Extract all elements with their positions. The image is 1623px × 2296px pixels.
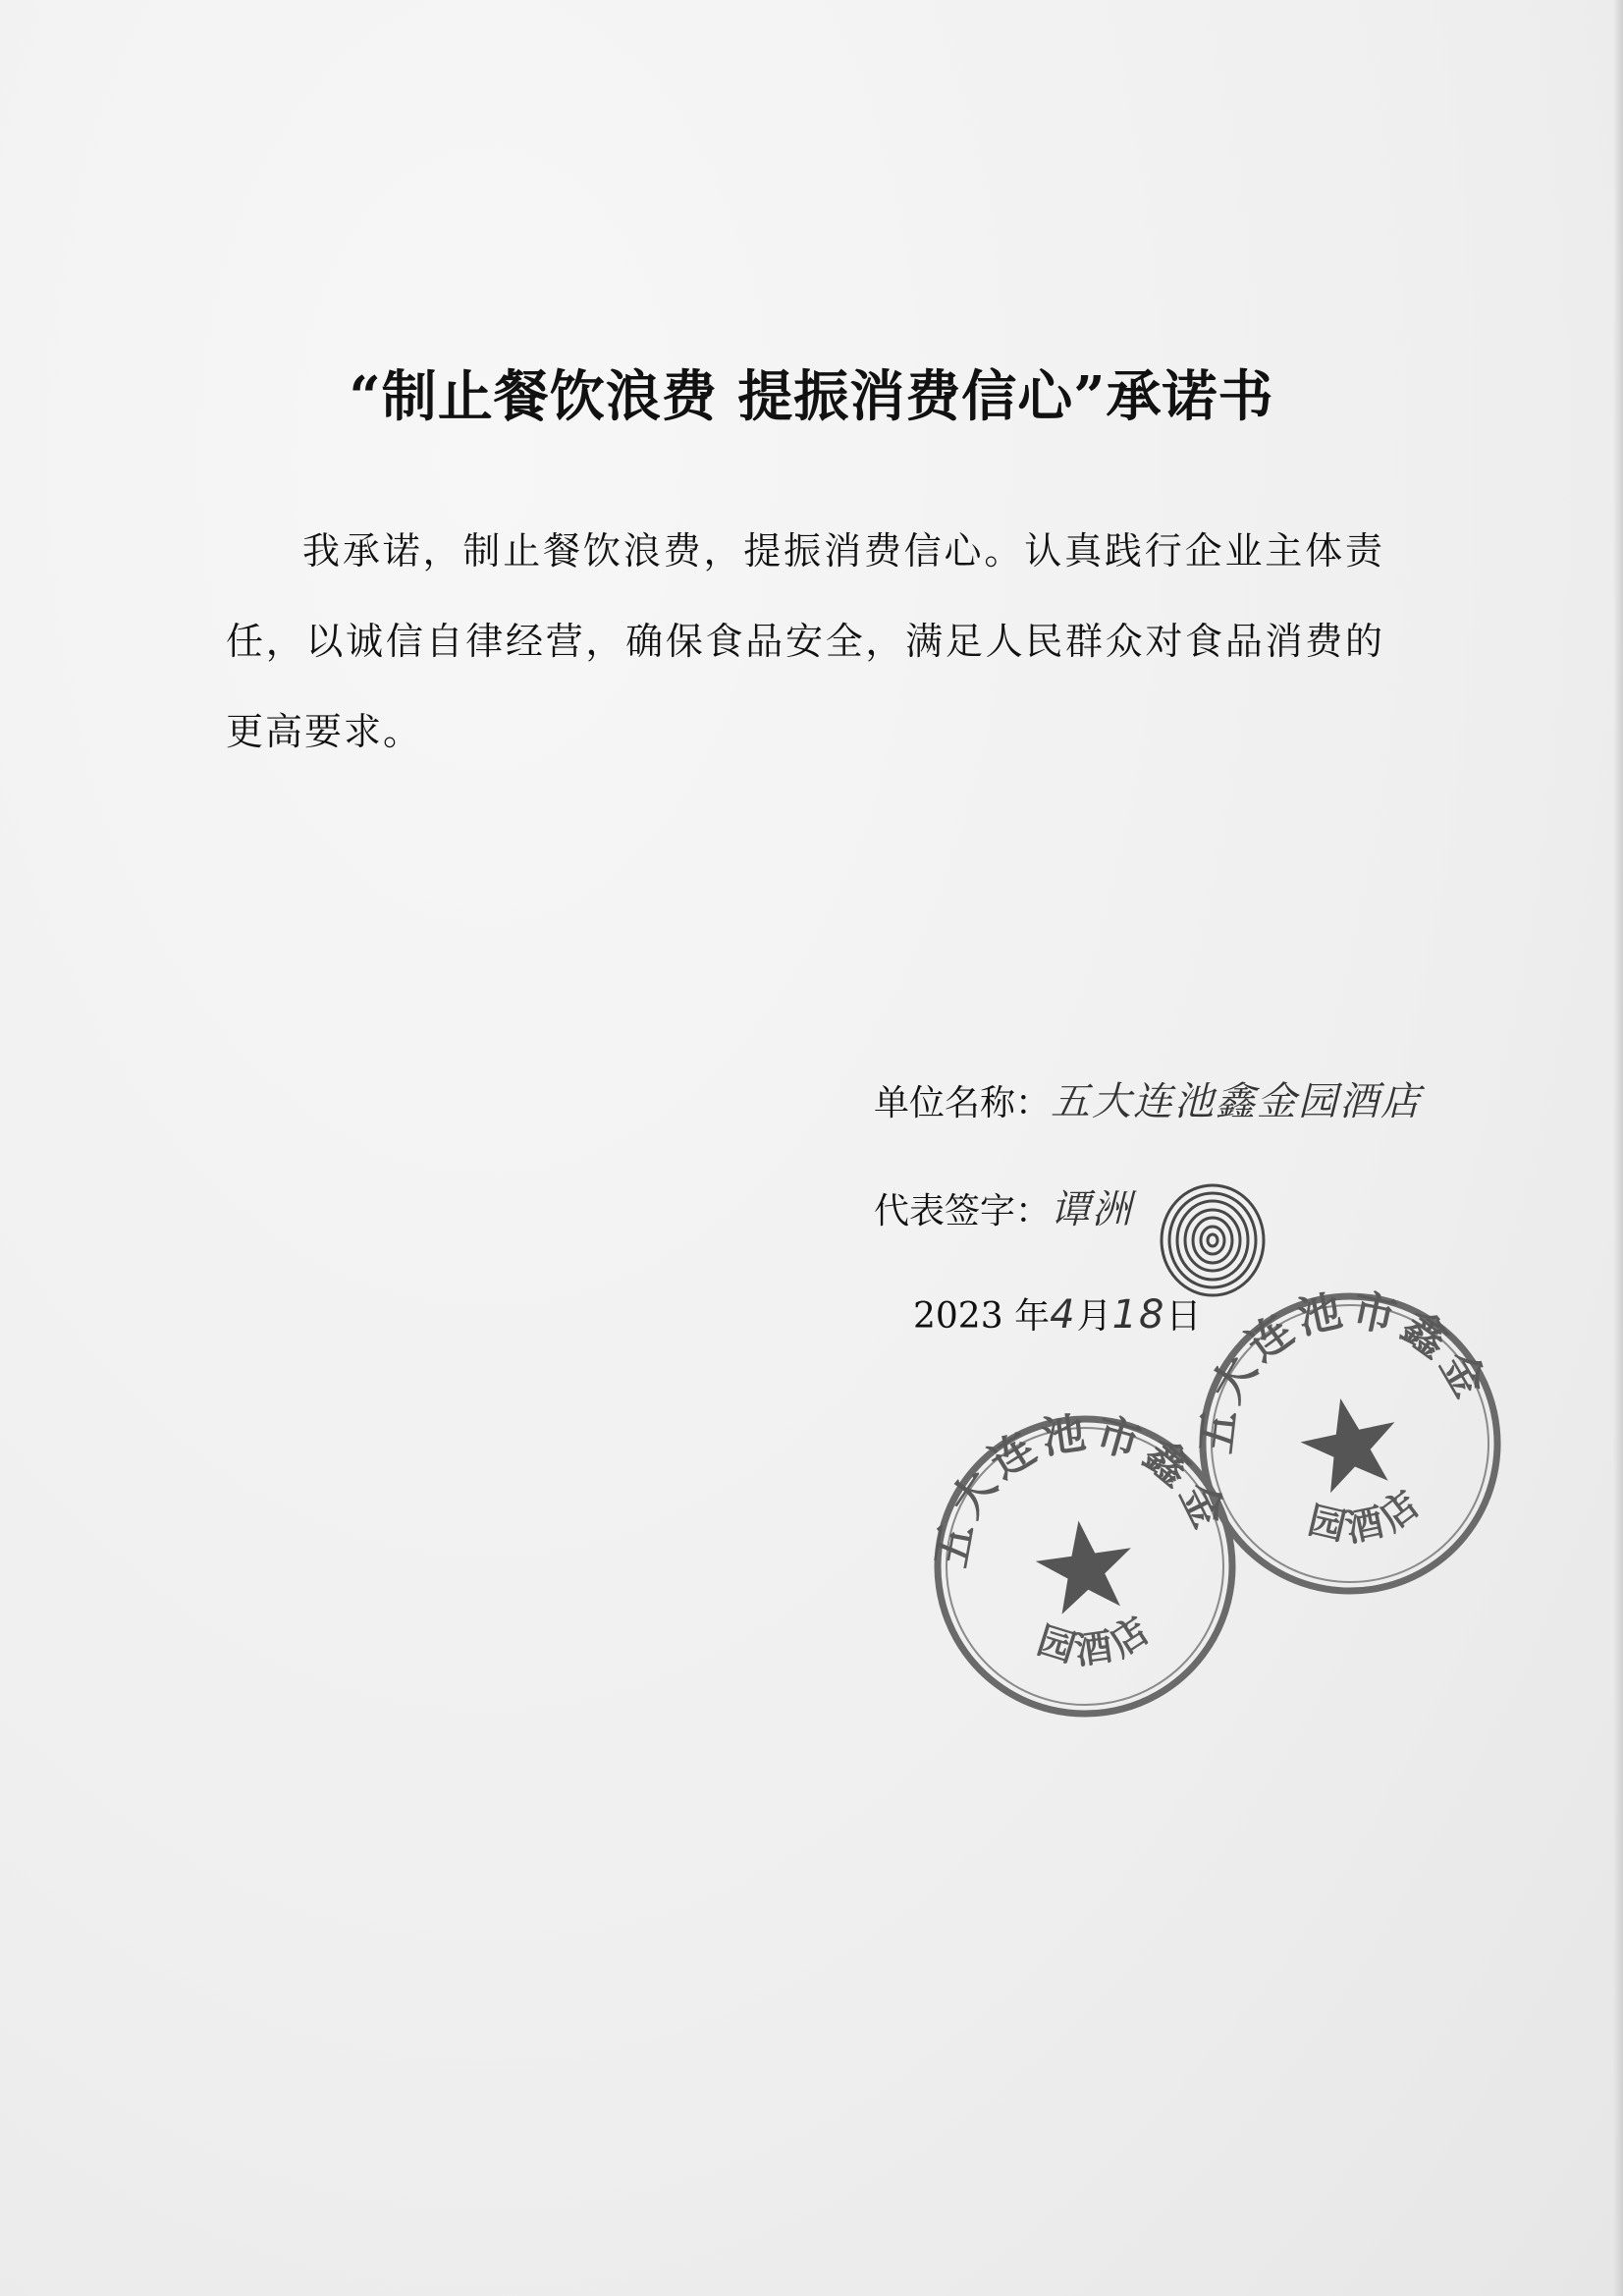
svg-text:园酒店 <box>1027 1602 1164 1678</box>
date-day-suffix: 日 <box>1165 1296 1202 1337</box>
date-line <box>913 1288 1201 1339</box>
handwritten-signature: 谭洲 <box>1051 1187 1134 1232</box>
svg-text:园酒店 <box>1296 1474 1436 1559</box>
date-day: 18 <box>1111 1292 1166 1338</box>
official-seal-stamp <box>923 1404 1247 1728</box>
document-title: “制止餐饮浪费 提振消费信心”承诺书 <box>349 364 1274 429</box>
seal-top-text: 五大连池市鑫金 <box>926 1407 1237 1572</box>
unit-name-handwritten: 五大连池鑫金园酒店 <box>1051 1079 1423 1124</box>
seal-star-icon <box>1293 1389 1406 1497</box>
seal-bottom-text: 园酒店 <box>1304 1477 1432 1551</box>
commitment-body: 我承诺，制止餐饮浪费，提振消费信心。认真践行企业主体责任，以诚信自律经营，确保食品安全，满足人民群众对食品消费的更高要求。 <box>226 529 1384 753</box>
unit-name-field <box>874 1070 1422 1126</box>
date-month: 4 <box>1050 1292 1077 1338</box>
page-edge-shadow <box>1613 0 1623 2296</box>
seal-bottom-text: 园酒店 <box>1032 1604 1162 1673</box>
seal-star-icon <box>1031 1514 1139 1617</box>
seal-top-text: 五大连池市鑫金 <box>1191 1285 1498 1456</box>
representative-signature-field <box>874 1178 1133 1234</box>
date-month-suffix: 月 <box>1076 1296 1112 1337</box>
signature-label: 代表签字： <box>874 1191 1052 1231</box>
date-year: 2023 <box>913 1296 1003 1337</box>
date-year-suffix: 年 <box>1014 1296 1051 1337</box>
unit-name-label: 单位名称： <box>874 1083 1052 1123</box>
